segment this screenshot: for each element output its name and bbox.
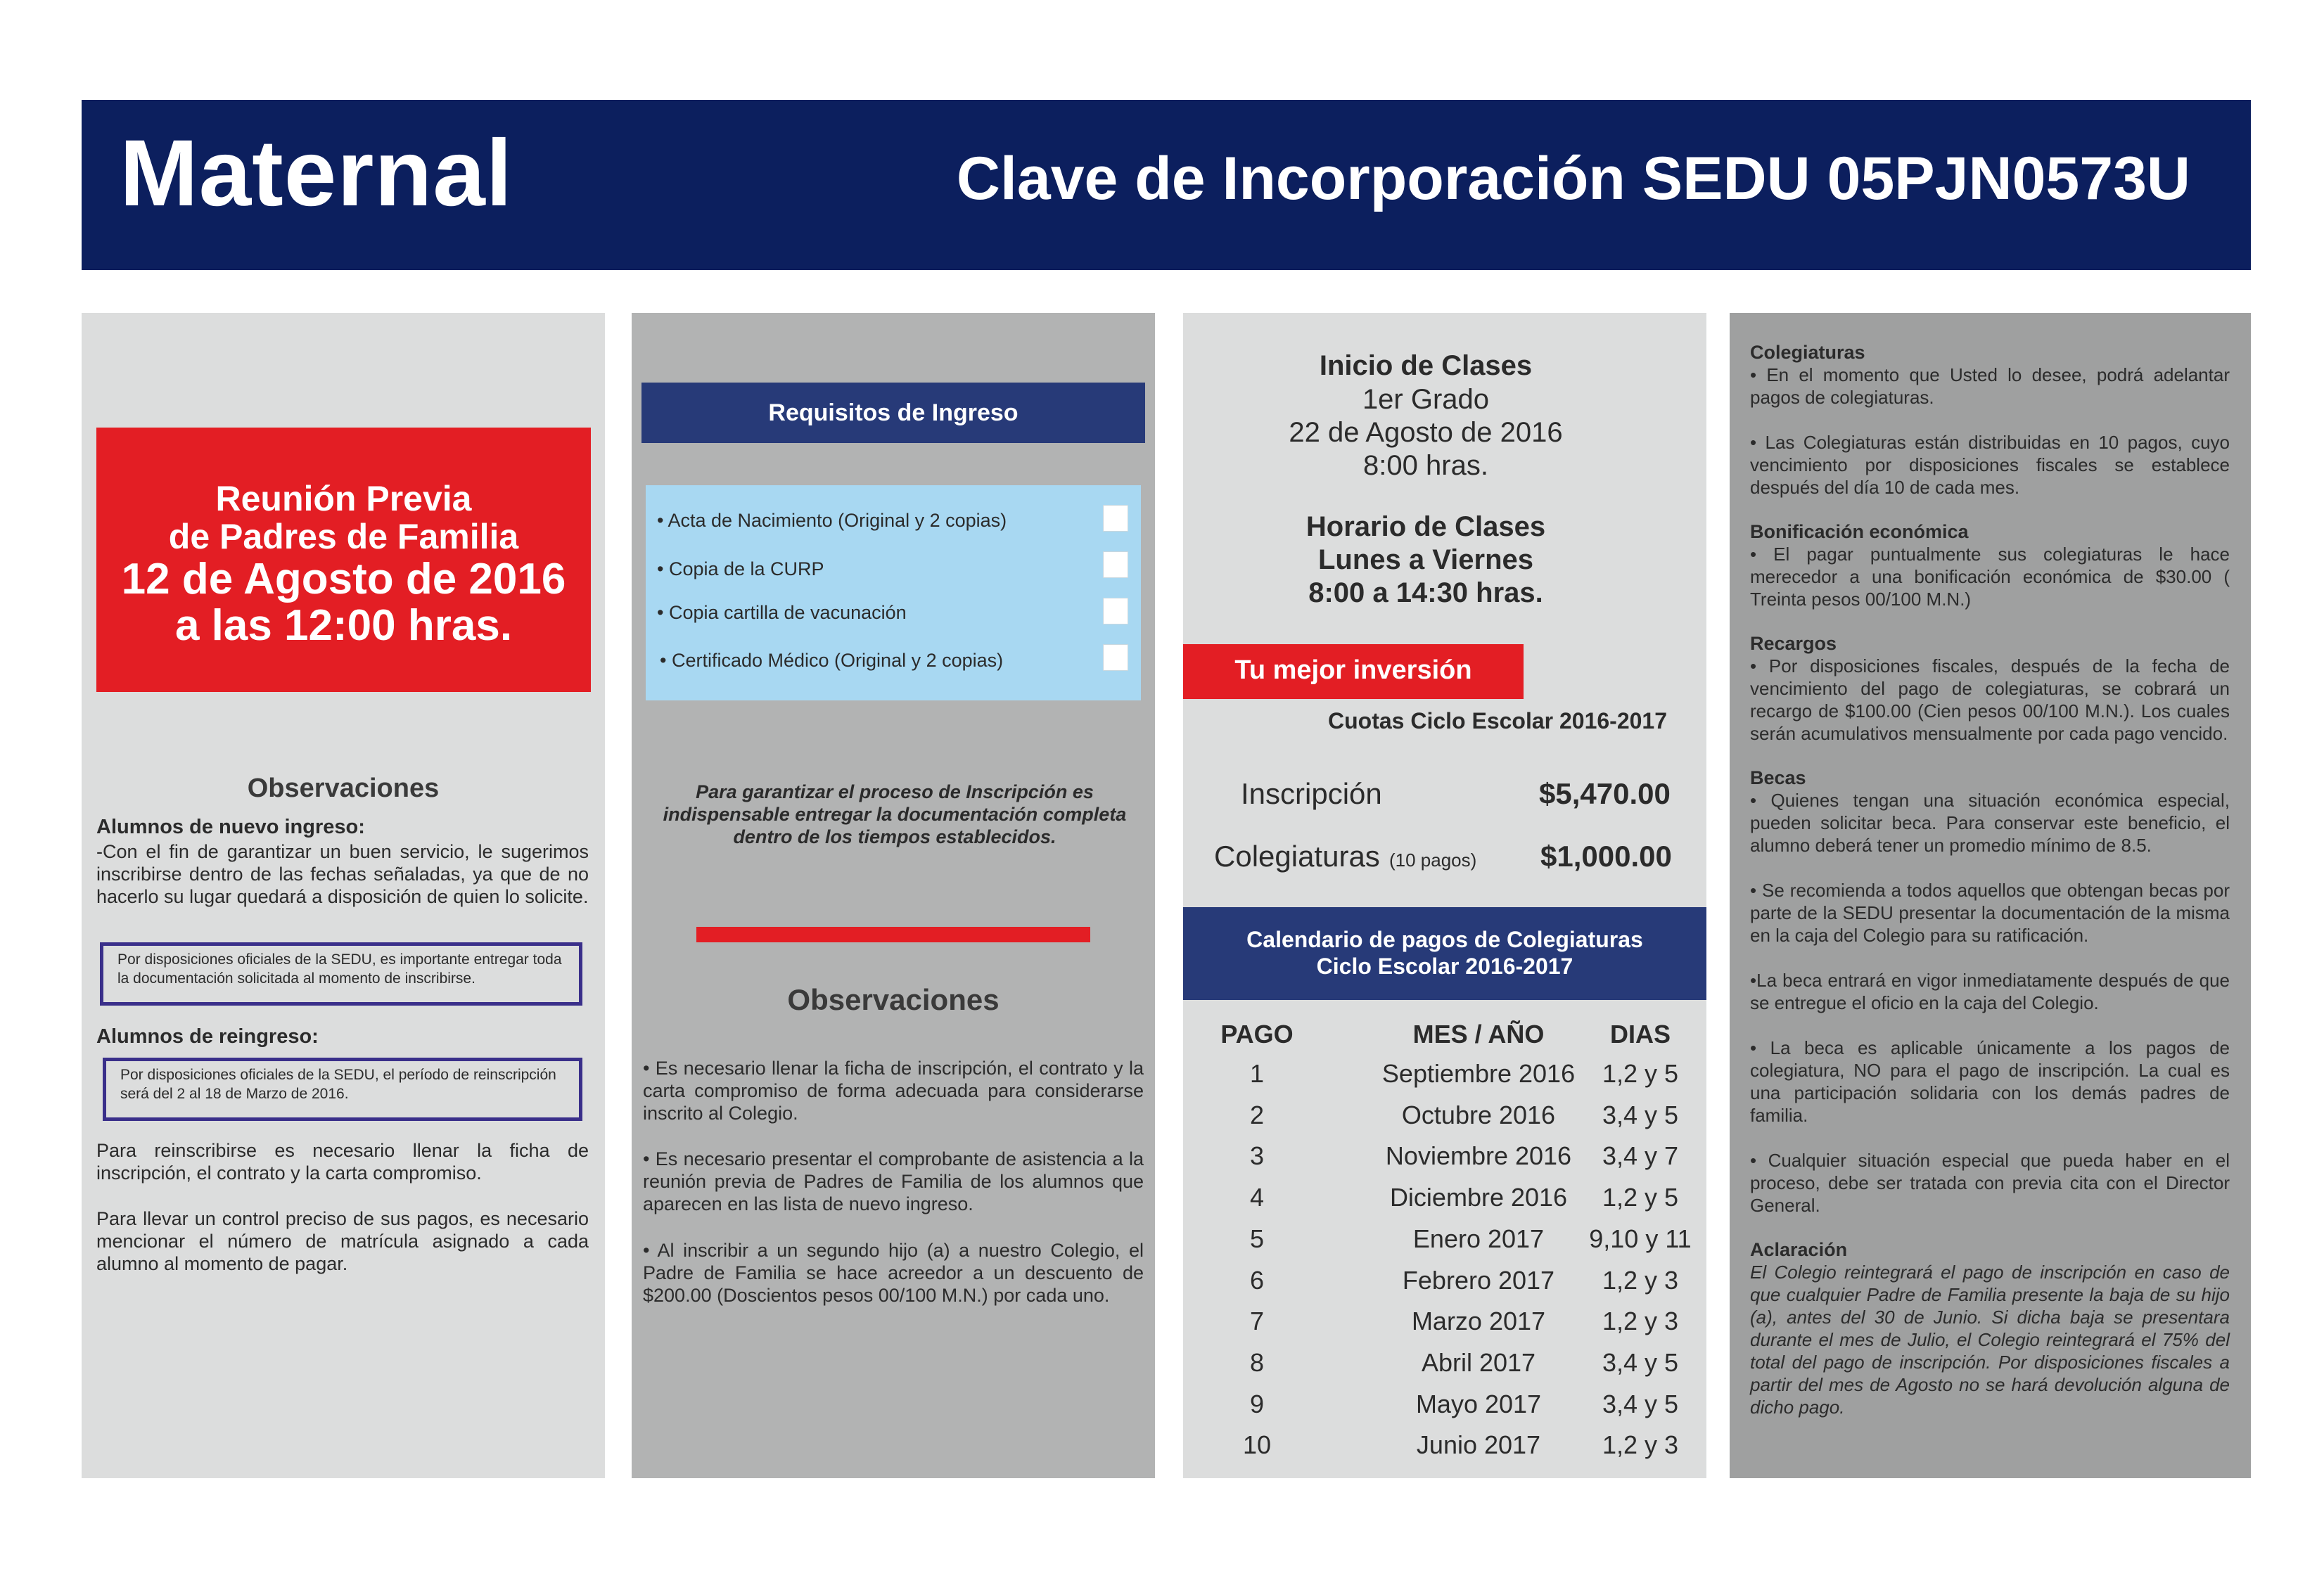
divider-red (696, 927, 1090, 942)
becas-paragraph-2: • Se recomienda a todos aquellos que obtengan becas por parte de la SEDU presentar la documentación de la misma en la caja del Colegio para su ratificación. (1750, 880, 2230, 946)
table-cell-dias: 1,2 y 3 (1602, 1430, 1679, 1459)
observacion-item: • Al inscribir a un segundo hijo (a) a nuestro Colegio, el Padre de Familia se hace acreedor a un descuento de $200.00 (Doscientos pesos 00/100 M.N.) por cada uno. (643, 1240, 1144, 1306)
table-cell-mes: Marzo 2017 (1411, 1307, 1546, 1335)
colegiaturas-label: Colegiaturas (1214, 840, 1380, 873)
recargos-paragraph: • Por disposiciones fiscales, después de la fecha de vencimiento del pago de colegiaturas, se cobrará un recargo de $100.00 (Cien pesos 00/100 M.N.). Los cuales serán acumulativos mensualmente por cada pago vencido. (1750, 655, 2230, 744)
requisitos-checklist (646, 485, 1141, 700)
table-cell-dias: 3,4 y 5 (1602, 1390, 1679, 1418)
table-cell-mes: Febrero 2017 (1402, 1266, 1555, 1295)
calendario-line-2: Ciclo Escolar 2016-2017 (1316, 954, 1573, 979)
table-cell-dias: 1,2 y 5 (1602, 1059, 1679, 1088)
requisito-item: • Copia de la CURP (657, 558, 824, 579)
colegiaturas-value: $1,000.00 (1540, 840, 1672, 873)
bonificacion-title: Bonificación económica (1750, 521, 1969, 542)
meeting-line-2: de Padres de Familia (168, 517, 519, 556)
meeting-time: a las 12:00 hras. (174, 601, 513, 650)
nuevo-ingreso-text: -Con el fin de garantizar un buen servicio, le sugerimos inscribirse dentro de las fechas señaladas, ya que de no hacerlo su lugar quedará a disposición de quien lo solicite. (96, 841, 589, 907)
becas-title: Becas (1750, 767, 1806, 788)
table-cell-pago: 6 (1249, 1266, 1265, 1295)
horario-dias: Lunes a Viernes (1317, 544, 1534, 575)
observacion-item: • Es necesario presentar el comprobante de asistencia a la reunión previa de Padres de Familia de los alumnos que aparecen en las lista de nuevo ingreso. (643, 1148, 1144, 1214)
requisito-item: • Copia cartilla de vacunación (657, 602, 907, 623)
table-cell-pago: 1 (1249, 1059, 1265, 1088)
nuevo-ingreso-title: Alumnos de nuevo ingreso: (96, 816, 365, 838)
table-cell-dias: 1,2 y 3 (1602, 1266, 1679, 1295)
horario-horas: 8:00 a 14:30 hras. (1308, 577, 1543, 608)
colegiaturas-note: (10 pagos) (1389, 849, 1477, 871)
table-cell-dias: 1,2 y 3 (1602, 1307, 1679, 1335)
note-documentacion: Por disposiciones oficiales de la SEDU, es importante entregar toda la documentación solicitada al momento de inscribirse. (100, 942, 582, 1006)
calendario-table (1183, 1013, 1706, 1463)
table-cell-pago: 5 (1249, 1224, 1265, 1253)
inscripcion-label: Inscripción (1241, 777, 1382, 810)
table-cell-mes: Junio 2017 (1416, 1430, 1541, 1459)
calendario-line-1: Calendario de pagos de Colegiaturas (1246, 927, 1643, 952)
table-cell-pago: 7 (1249, 1307, 1265, 1335)
mejor-inversion-banner: Tu mejor inversión (1183, 644, 1524, 699)
aclaracion-paragraph: El Colegio reintegrará el pago de inscripción en caso de que cualquier Padre de Familia presente la baja de su hijo (a), antes del 30 de Junio. Si dicha baja se presentara durante el mes de Julio, el Colegio reintegrará el 75% del total del pago de inscripción. Por disposiciones fiscales a partir del mes de Agosto no se hará devolución alguna de dicho pago. (1750, 1262, 2230, 1418)
table-cell-pago: 2 (1249, 1101, 1265, 1129)
aclaracion-title: Aclaración (1750, 1239, 1848, 1260)
table-cell-pago: 3 (1249, 1141, 1265, 1170)
meeting-line-1: Reunión Previa (215, 479, 472, 518)
recargos-title: Recargos (1750, 633, 1837, 654)
table-header-dias: DIAS (1609, 1020, 1671, 1049)
table-header-mes: MES / AÑO (1412, 1020, 1545, 1049)
meeting-box (96, 428, 591, 692)
becas-paragraph-1: • Quienes tengan una situación económica especial, pueden solicitar beca. Para conservar este beneficio, el alumno deberá tener un promedio mínimo de 8.5. (1750, 790, 2230, 856)
info-column (1750, 342, 2230, 1418)
table-cell-mes: Mayo 2017 (1415, 1390, 1542, 1418)
table-cell-mes: Enero 2017 (1412, 1224, 1545, 1253)
observacion-item: • Es necesario llenar la ficha de inscripción, el contrato y la carta compromiso de forma adecuada para considerarse inscrito al Colegio. (643, 1058, 1144, 1124)
table-cell-mes: Octubre 2016 (1401, 1101, 1556, 1129)
inicio-title: Inicio de Clases (1319, 350, 1533, 381)
colegiaturas-paragraph-2: • Las Colegiaturas están distribuidas en 10 pagos, cuyo vencimiento por disposiciones fiscales se establece después del día 10 de cada mes. (1750, 432, 2230, 498)
col1-observaciones-title: Observaciones (247, 774, 440, 803)
requisito-item: • Certificado Médico (Original y 2 copias) (660, 650, 1004, 671)
reingreso-paragraph-1: Para reinscribirse es necesario llenar la ficha de inscripción, el contrato y la carta compromiso. (96, 1140, 589, 1184)
table-cell-pago: 4 (1249, 1183, 1265, 1212)
meeting-date: 12 de Agosto de 2016 (121, 555, 566, 603)
table-cell-dias: 9,10 y 11 (1589, 1224, 1692, 1253)
table-cell-pago: 9 (1249, 1390, 1265, 1418)
requisito-checkbox[interactable] (1103, 505, 1128, 532)
inscripcion-note: Para garantizar el proceso de Inscripción es indispensable entregar la documentación completa dentro de los tiempos establecidos. (663, 781, 1127, 847)
requisito-checkbox[interactable] (1103, 644, 1128, 671)
table-cell-mes: Abril 2017 (1421, 1348, 1536, 1377)
inicio-fecha: 22 de Agosto de 2016 (1289, 417, 1563, 448)
inicio-grado: 1er Grado (1362, 384, 1490, 415)
incorporation-code: Clave de Incorporación SEDU 05PJN0573U (956, 145, 2190, 212)
reingreso-paragraph-2: Para llevar un control preciso de sus pagos, es necesario mencionar el número de matrícula asignado a cada alumno al momento de pagar. (96, 1208, 589, 1274)
requisitos-title: Requisitos de Ingreso (641, 383, 1145, 443)
colegiaturas-paragraph-1: • En el momento que Usted lo desee, podrá adelantar pagos de colegiaturas. (1750, 364, 2230, 408)
horario-title: Horario de Clases (1305, 511, 1546, 542)
colegiaturas-title: Colegiaturas (1750, 342, 1865, 363)
requisito-checkbox[interactable] (1103, 551, 1128, 578)
becas-paragraph-4: • La beca es aplicable únicamente a los pagos de colegiatura, NO para el pago de inscripción. La cual es una participación solidaria con los demás padres de familia. (1750, 1037, 2230, 1126)
note-reinscripcion: Por disposiciones oficiales de la SEDU, el período de reinscripción será del 2 al 18 de Marzo de 2016. (103, 1058, 582, 1121)
table-cell-dias: 1,2 y 5 (1602, 1183, 1679, 1212)
table-cell-mes: Noviembre 2016 (1385, 1141, 1572, 1170)
bonificacion-paragraph: • El pagar puntualmente sus colegiaturas le hace merecedor a una bonificación económica de $30.00 ( Treinta pesos 00/100 M.N.) (1750, 544, 2230, 610)
table-cell-pago: 8 (1249, 1348, 1265, 1377)
table-cell-mes: Septiembre 2016 (1381, 1059, 1576, 1088)
table-cell-pago: 10 (1242, 1430, 1272, 1459)
table-cell-dias: 3,4 y 5 (1602, 1101, 1679, 1129)
page-title: Maternal (120, 121, 513, 226)
calendario-title-bar (1183, 907, 1706, 1000)
requisito-checkbox[interactable] (1103, 598, 1128, 624)
reingreso-title: Alumnos de reingreso: (96, 1025, 319, 1048)
inicio-hora: 8:00 hras. (1363, 450, 1488, 481)
col2-observaciones-title: Observaciones (787, 983, 1000, 1016)
cuotas-title: Cuotas Ciclo Escolar 2016-2017 (1328, 708, 1668, 733)
becas-paragraph-3: •La beca entrará en vigor inmediatamente después de que se entregue el oficio en la caja del Colegio. (1750, 970, 2230, 1013)
table-cell-dias: 3,4 y 5 (1602, 1348, 1679, 1377)
becas-paragraph-5: • Cualquier situación especial que pueda haber en el proceso, debe ser tratada con previa cita con el Director General. (1750, 1150, 2230, 1216)
table-cell-dias: 3,4 y 7 (1602, 1141, 1679, 1170)
requisito-item: • Acta de Nacimiento (Original y 2 copias) (657, 510, 1007, 531)
table-header-pago: PAGO (1220, 1020, 1294, 1049)
table-cell-mes: Diciembre 2016 (1389, 1183, 1568, 1212)
inscripcion-value: $5,470.00 (1539, 777, 1671, 810)
